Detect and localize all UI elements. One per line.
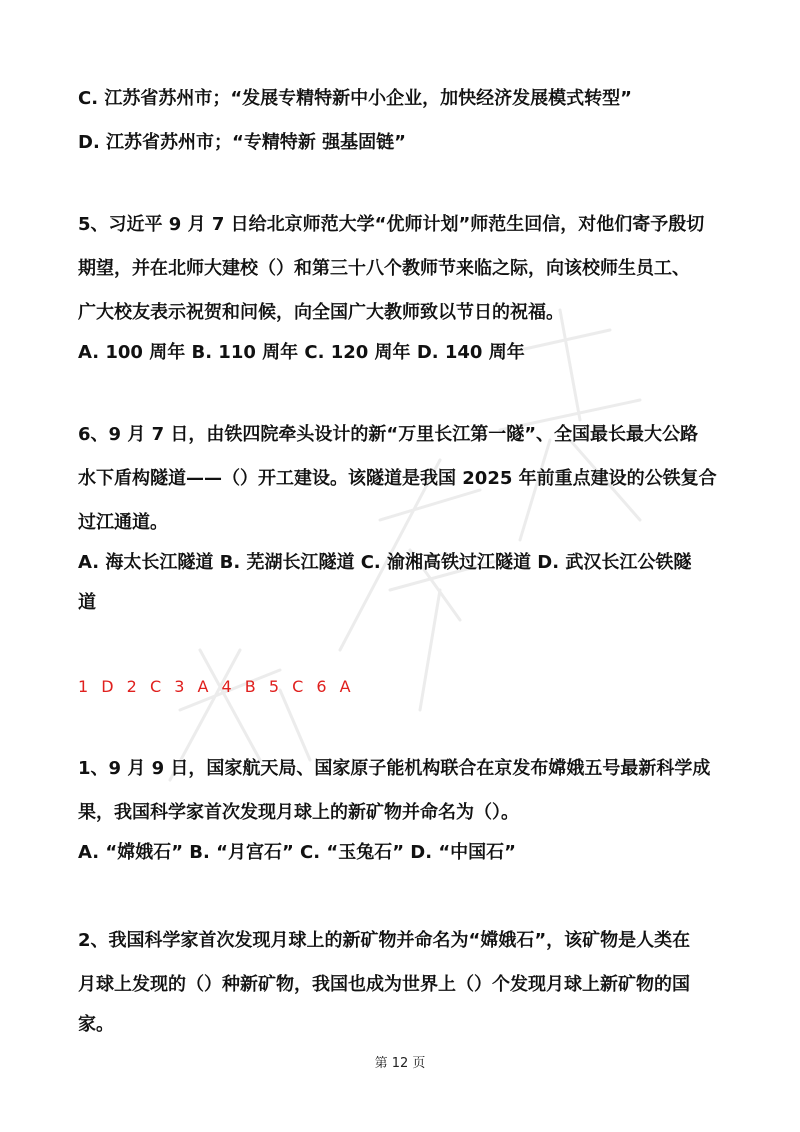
q2-line-1: 2、我国科学家首次发现月球上的新矿物并命名为“嫦娥石”，该矿物是人类在 [78, 930, 691, 951]
option-d-q4: D. 江苏省苏州市；“专精特新 强基固链” [78, 132, 406, 153]
q6-line-3: 过江通道。 [78, 512, 168, 533]
q5-options: A. 100 周年 B. 110 周年 C. 120 周年 D. 140 周年 [78, 342, 525, 363]
q6-options: A. 海太长江隧道 B. 芜湖长江隧道 C. 渝湘高铁过江隧道 D. 武汉长江公铁隧 [78, 552, 692, 573]
q6-options-wrap: 道 [78, 592, 96, 613]
q1-options: A. “嫦娥石” B. “月宫石” C. “玉兔石” D. “中国石” [78, 842, 516, 863]
q1-line-2: 果，我国科学家首次发现月球上的新矿物并命名为（）。 [78, 802, 519, 823]
q6-line-2: 水下盾构隧道——（）开工建设。该隧道是我国 2025 年前重点建设的公铁复合 [78, 468, 717, 489]
q2-line-2: 月球上发现的（）种新矿物，我国也成为世界上（）个发现月球上新矿物的国 [78, 974, 690, 995]
q5-line-1: 5、习近平 9 月 7 日给北京师范大学“优师计划”师范生回信，对他们寄予殷切 [78, 214, 705, 235]
q5-line-3: 广大校友表示祝贺和问候，向全国广大教师致以节日的祝福。 [78, 302, 564, 323]
q2-line-3: 家。 [78, 1014, 114, 1035]
watermark [140, 290, 660, 790]
answer-key: 1 D 2 C 3 A 4 B 5 C 6 A [78, 677, 355, 696]
page-number: 第 12 页 [374, 1056, 426, 1071]
q1-line-1: 1、9 月 9 日，国家航天局、国家原子能机构联合在京发布嫦娥五号最新科学成 [78, 758, 711, 779]
option-c-q4: C. 江苏省苏州市；“发展专精特新中小企业，加快经济发展模式转型” [78, 88, 632, 109]
q5-line-2: 期望，并在北师大建校（）和第三十八个教师节来临之际，向该校师生员工、 [78, 258, 690, 279]
q6-line-1: 6、9 月 7 日，由铁四院牵头设计的新“万里长江第一隧”、全国最长最大公路 [78, 424, 699, 445]
